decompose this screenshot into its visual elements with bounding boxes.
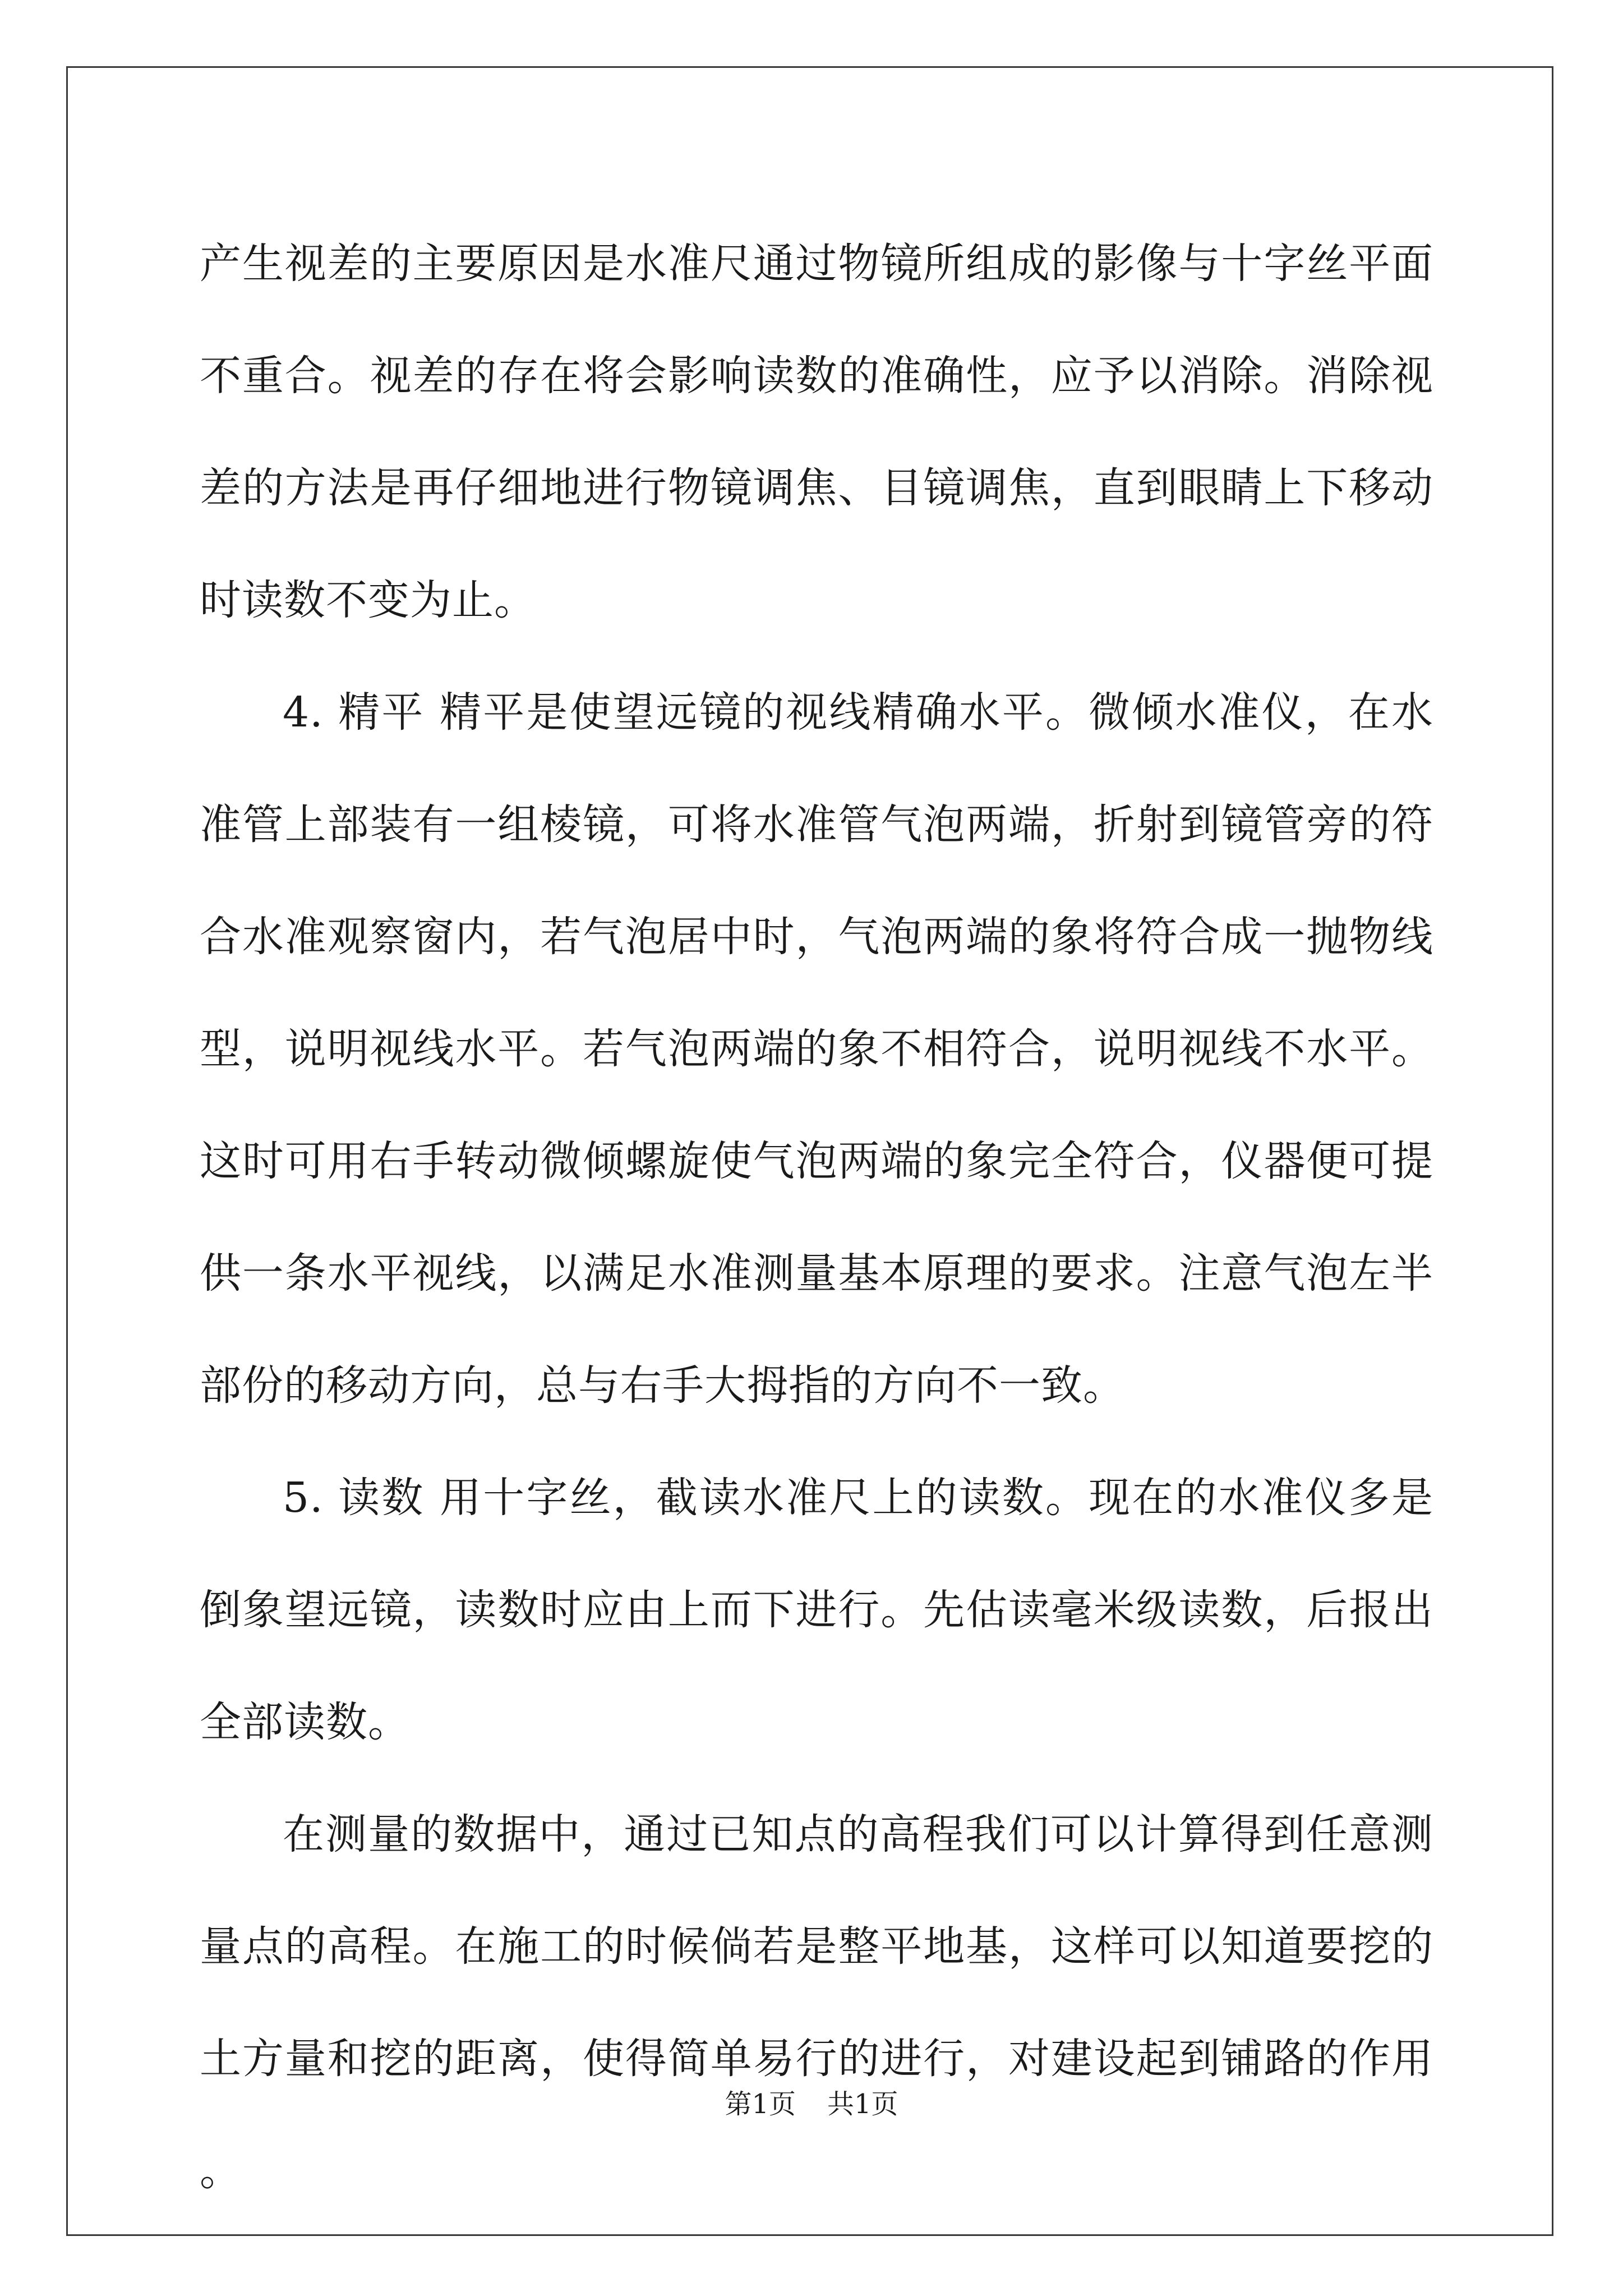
- paragraph-fine-leveling: 4. 精平 精平是使望远镜的视线精确水平。微倾水准仪，在水准管上部装有一组棱镜，可将水准管气泡两端，折射到镜管旁的符合水准观察窗内，若气泡居中时，气泡两端的象将符合成一抛物线型，说明视线水平。若气泡两端的象不相符合，说明视线不水平。这时可用右手转动微倾螺旋使气泡两端的象完全符合，仪器便可提供一条水平视线，以满足水准测量基本原理的要求。注意气泡左半部份的移动方向，总与右手大拇指的方向不一致。: [200, 688, 1433, 1410]
- document-body: [200, 208, 1433, 2227]
- paragraph-parallax: 产生视差的主要原因是水准尺通过物镜所组成的影像与十字丝平面不重合。视差的存在将会影响读数的准确性，应予以消除。消除视差的方法是再仔细地进行物镜调焦、目镜调焦，直到眼睛上下移动时读数不变为止。: [200, 240, 1433, 624]
- page-footer: [0, 2082, 1623, 2121]
- page-number-total: 共1页: [827, 2088, 898, 2120]
- paragraph-reading: 5. 读数 用十字丝，截读水准尺上的读数。现在的水准仪多是倒象望远镜，读数时应由上而下进行。先估读毫米级读数，后报出全部读数。: [200, 1474, 1433, 1746]
- paragraph-elevation: 在测量的数据中，通过已知点的高程我们可以计算得到任意测量点的高程。在施工的时候倘若是整平地基，这样可以知道要挖的土方量和挖的距离，使得简单易行的进行，对建设起到铺路的作用。: [200, 1810, 1433, 2195]
- page-number-current: 第1页: [725, 2088, 796, 2120]
